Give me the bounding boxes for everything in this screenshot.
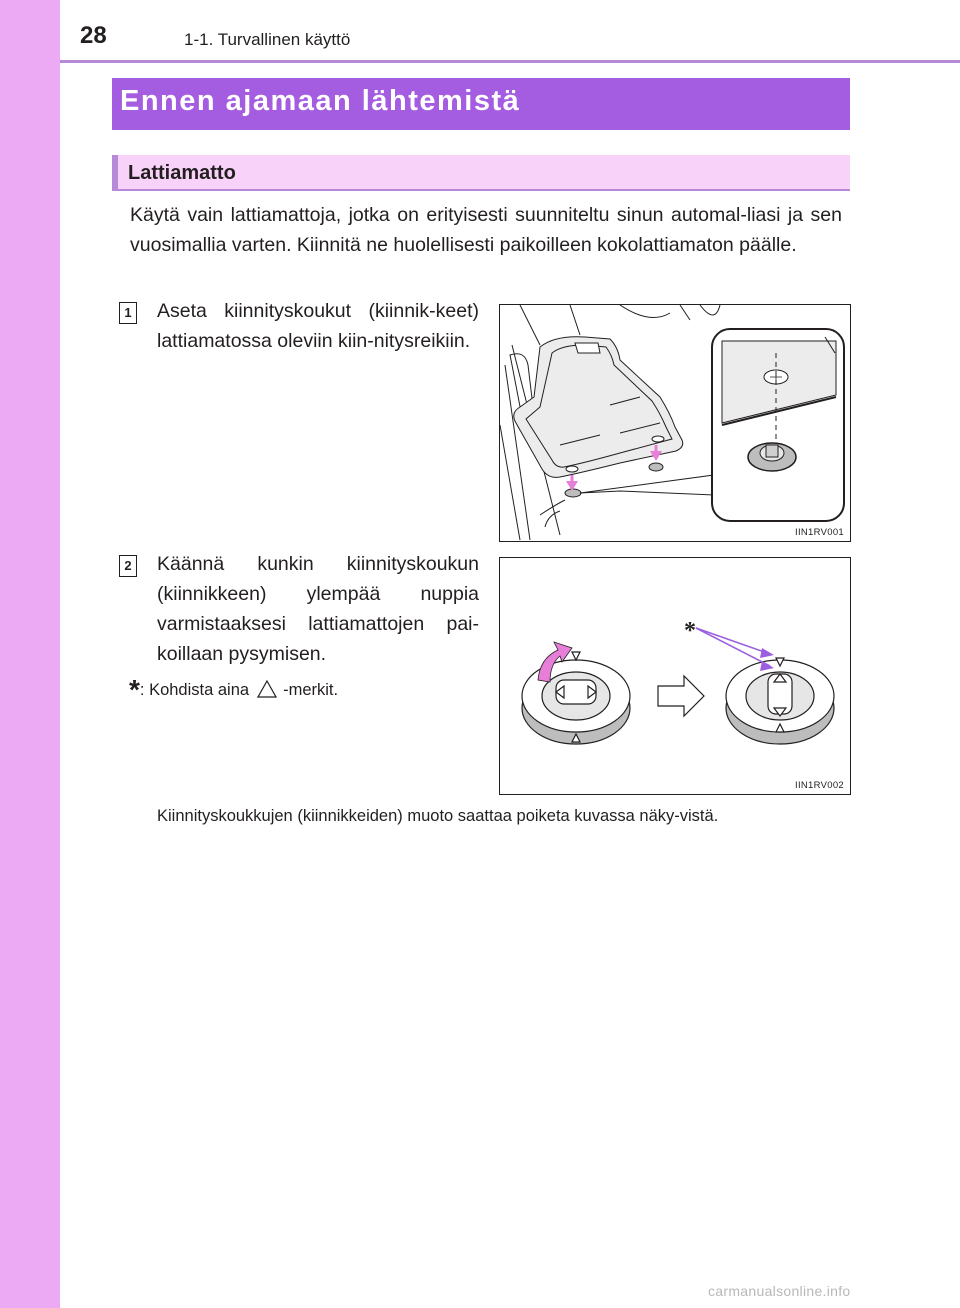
step-2-text: Käännä kunkin kiinnityskoukun (kiinnikkeen) ylempää nuppia varmistaaksesi lattiamattojen pai-koillaan pysymisen. <box>157 553 479 665</box>
step-number-2: 2 <box>119 555 137 577</box>
knob-rotation-illustration <box>500 558 850 794</box>
figure-asterisk-label: * <box>684 618 696 644</box>
note <box>129 674 338 706</box>
step-1-text: Aseta kiinnityskoukut (kiinnik-keet) lattiamatossa oleviin kiin-nitysreikiin. <box>157 300 479 352</box>
subsection-title-text: Lattiamatto <box>128 162 236 184</box>
triangle-outline-icon <box>257 680 277 698</box>
intro-paragraph: Käytä vain lattiamattoja, jotka on erityisesti suunniteltu sinun automal-liasi ja sen vuosimallia varten. Kiinnitä ne huolellisesti paikoilleen kokolattiamaton päälle. <box>130 204 842 256</box>
watermark: carmanualsonline.info <box>708 1283 851 1299</box>
subsection-title <box>112 155 850 191</box>
note-text-before: : Kohdista aina <box>139 681 250 699</box>
footnote: Kiinnityskoukkujen (kiinnikkeiden) muoto saattaa poiketa kuvassa näky-vistä. <box>157 807 719 825</box>
note-marker: * <box>129 674 140 705</box>
figure-code: IIN1RV001 <box>795 527 844 538</box>
sidebar-tab <box>0 0 60 1308</box>
section-title-text: Ennen ajamaan lähtemistä <box>120 85 521 117</box>
figure-code: IIN1RV002 <box>795 780 844 791</box>
section-title <box>112 78 850 130</box>
figure-floor-mat-hooks <box>499 304 851 542</box>
floor-mat-illustration <box>500 305 850 541</box>
note-text-after: -merkit. <box>283 681 339 699</box>
header-divider <box>60 60 960 63</box>
chapter-heading: 1-1. Turvallinen käyttö <box>184 30 351 49</box>
figure-rotate-knob <box>499 557 851 795</box>
step-number-1: 1 <box>119 302 137 324</box>
page-number: 28 <box>80 22 107 49</box>
